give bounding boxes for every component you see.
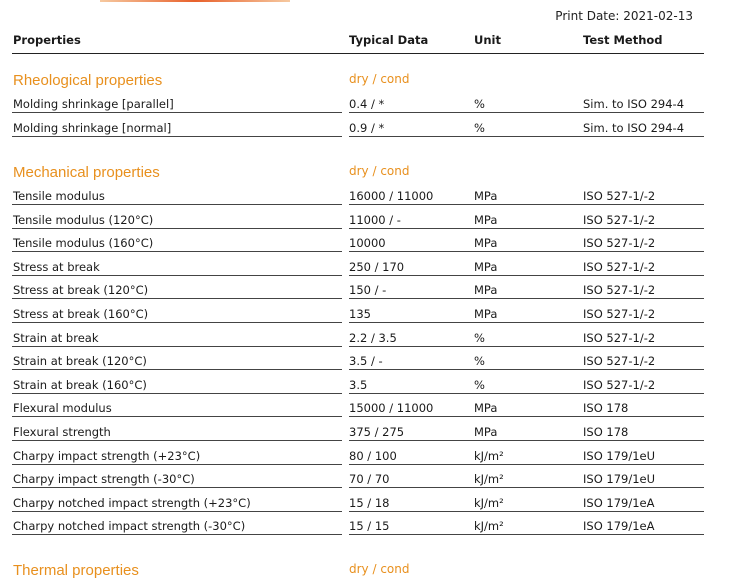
table-row	[12, 185, 704, 205]
test-method: ISO 527-1/-2	[583, 189, 656, 203]
row-divider	[349, 322, 704, 323]
test-method: ISO 527-1/-2	[583, 330, 656, 345]
unit: %	[474, 354, 485, 369]
table-row	[12, 117, 704, 137]
row-divider	[12, 298, 342, 299]
section-title: Rheological properties	[13, 72, 163, 89]
property-name: Stress at break (120°C)	[13, 283, 149, 298]
typical-value: 250 / 170	[349, 259, 405, 274]
unit: %	[474, 330, 485, 345]
table-row	[12, 327, 704, 347]
row-divider	[12, 487, 342, 488]
property-name: Charpy notched impact strength (-30°C)	[13, 519, 246, 534]
table-row	[12, 421, 704, 441]
row-divider	[349, 112, 704, 113]
unit: MPa	[474, 283, 498, 298]
typical-value: 10000	[349, 236, 386, 251]
section-condition: dry / cond	[349, 72, 410, 86]
row-divider	[12, 511, 342, 512]
section-title: Mechanical properties	[13, 164, 160, 181]
row-divider	[12, 393, 342, 394]
section-title: Thermal properties	[13, 562, 139, 579]
test-method: ISO 527-1/-2	[583, 354, 656, 369]
unit: MPa	[474, 236, 498, 251]
unit: %	[474, 120, 485, 135]
test-method: ISO 527-1/-2	[583, 212, 656, 227]
property-name: Charpy notched impact strength (+23°C)	[13, 495, 251, 510]
property-name: Charpy impact strength (+23°C)	[13, 448, 201, 463]
property-name: Tensile modulus	[13, 189, 105, 203]
row-divider	[12, 251, 342, 252]
row-divider	[349, 346, 704, 347]
test-method: ISO 527-1/-2	[583, 283, 656, 298]
header-unit: Unit	[474, 33, 501, 47]
row-divider	[349, 369, 704, 370]
table-row	[12, 350, 704, 370]
row-divider	[12, 322, 342, 323]
table-row	[12, 256, 704, 276]
table-row	[12, 209, 704, 229]
typical-value: 15000 / 11000	[349, 401, 434, 416]
property-name: Charpy impact strength (-30°C)	[13, 472, 195, 487]
unit: kJ/m²	[474, 472, 504, 487]
property-name: Stress at break (160°C)	[13, 307, 149, 321]
typical-value: 11000 / -	[349, 212, 401, 227]
header-typical-data: Typical Data	[349, 33, 429, 47]
section-condition: dry / cond	[349, 164, 410, 178]
row-divider	[349, 393, 704, 394]
table-row	[12, 445, 704, 465]
row-divider	[12, 440, 342, 441]
table-row	[12, 232, 704, 252]
top-accent-bar	[100, 0, 290, 2]
table-row	[12, 279, 704, 299]
test-method: Sim. to ISO 294-4	[583, 97, 685, 111]
row-divider	[349, 511, 704, 512]
property-name: Molding shrinkage [normal]	[13, 120, 172, 135]
print-date: Print Date: 2021-02-13	[555, 9, 693, 23]
unit: MPa	[474, 212, 498, 227]
row-divider	[349, 464, 704, 465]
header-properties: Properties	[13, 33, 81, 47]
typical-value: 3.5 / -	[349, 354, 383, 369]
unit: %	[474, 97, 485, 111]
typical-value: 0.9 / *	[349, 120, 385, 135]
typical-value: 135	[349, 307, 371, 321]
test-method: ISO 527-1/-2	[583, 307, 656, 321]
row-divider	[12, 228, 342, 229]
property-name: Strain at break (120°C)	[13, 354, 147, 369]
row-divider	[349, 228, 704, 229]
section-condition: dry / cond	[349, 562, 410, 576]
row-divider	[349, 275, 704, 276]
row-divider	[12, 136, 342, 137]
row-divider	[349, 251, 704, 252]
test-method: ISO 179/1eA	[583, 495, 655, 510]
row-divider	[349, 298, 704, 299]
property-name: Molding shrinkage [parallel]	[13, 97, 174, 111]
row-divider	[12, 204, 342, 205]
property-name: Flexural strength	[13, 425, 111, 439]
test-method: ISO 178	[583, 401, 629, 416]
test-method: ISO 527-1/-2	[583, 236, 656, 251]
property-name: Strain at break (160°C)	[13, 377, 147, 392]
typical-value: 150 / -	[349, 283, 387, 298]
test-method: ISO 179/1eU	[583, 472, 656, 487]
row-divider	[12, 534, 342, 535]
row-divider	[349, 204, 704, 205]
row-divider	[349, 136, 704, 137]
unit: MPa	[474, 307, 498, 321]
unit: MPa	[474, 259, 498, 274]
typical-value: 15 / 15	[349, 519, 390, 534]
property-name: Strain at break	[13, 330, 99, 345]
table-header	[12, 33, 704, 54]
property-name: Flexural modulus	[13, 401, 112, 416]
typical-value: 16000 / 11000	[349, 189, 434, 203]
typical-value: 375 / 275	[349, 425, 405, 439]
row-divider	[349, 416, 704, 417]
typical-value: 70 / 70	[349, 472, 390, 487]
row-divider	[12, 346, 342, 347]
test-method: ISO 527-1/-2	[583, 259, 656, 274]
table-row	[12, 468, 704, 488]
test-method: ISO 179/1eA	[583, 519, 655, 534]
test-method: ISO 527-1/-2	[583, 377, 656, 392]
row-divider	[349, 440, 704, 441]
table-row	[12, 303, 704, 323]
unit: %	[474, 377, 485, 392]
table-row	[12, 397, 704, 417]
row-divider	[12, 464, 342, 465]
row-divider	[349, 487, 704, 488]
typical-value: 80 / 100	[349, 448, 397, 463]
unit: kJ/m²	[474, 519, 504, 534]
unit: MPa	[474, 189, 498, 203]
test-method: ISO 178	[583, 425, 629, 439]
row-divider	[12, 416, 342, 417]
table-row	[12, 374, 704, 394]
unit: kJ/m²	[474, 448, 504, 463]
property-name: Stress at break	[13, 259, 100, 274]
test-method: Sim. to ISO 294-4	[583, 120, 685, 135]
typical-value: 2.2 / 3.5	[349, 330, 397, 345]
table-row	[12, 93, 704, 113]
unit: MPa	[474, 401, 498, 416]
table-row	[12, 492, 704, 512]
property-name: Tensile modulus (120°C)	[13, 212, 154, 227]
typical-value: 15 / 18	[349, 495, 390, 510]
header-test-method: Test Method	[583, 33, 663, 47]
row-divider	[12, 275, 342, 276]
row-divider	[12, 112, 342, 113]
table-row	[12, 515, 704, 535]
typical-value: 3.5	[349, 377, 368, 392]
property-name: Tensile modulus (160°C)	[13, 236, 154, 251]
unit: kJ/m²	[474, 495, 504, 510]
row-divider	[349, 534, 704, 535]
unit: MPa	[474, 425, 498, 439]
typical-value: 0.4 / *	[349, 97, 385, 111]
test-method: ISO 179/1eU	[583, 448, 656, 463]
row-divider	[12, 369, 342, 370]
